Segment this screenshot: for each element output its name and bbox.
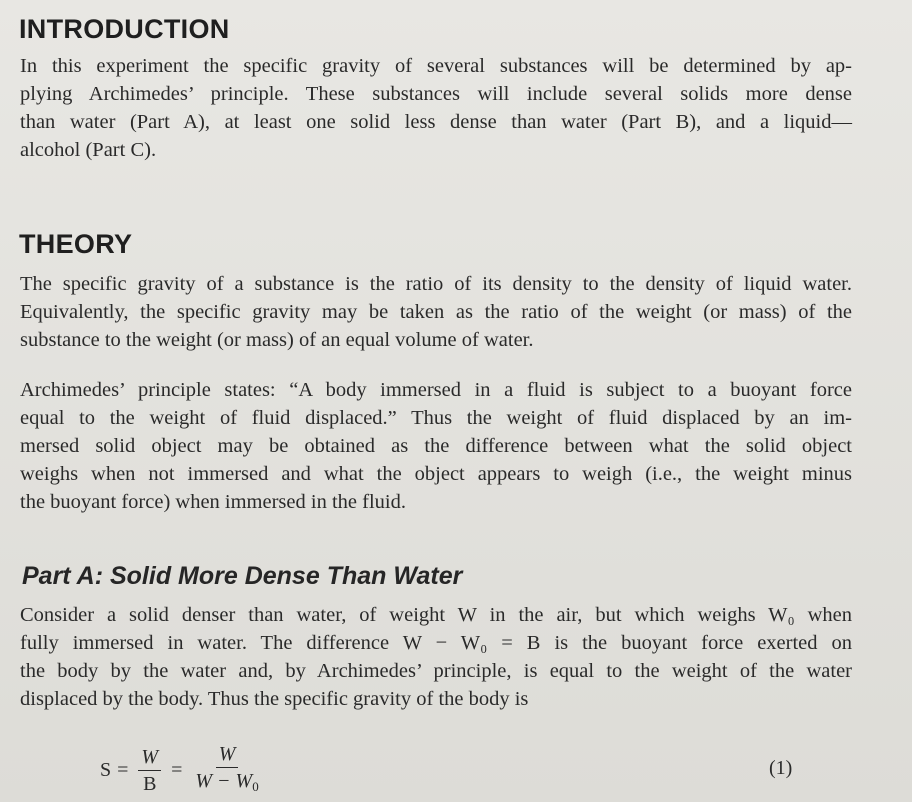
part-a-heading: Part A: Solid More Dense Than Water [22,562,463,590]
paragraph-line: fully immersed in water. The difference W − W₀ = B is the buoyant force exerted on [20,632,852,654]
paragraph-line: substance to the weight (or mass) of an equal volume of water. [20,329,534,351]
theory-heading: THEORY [19,229,133,259]
equals-sign: = [117,758,129,781]
equation-number: (1) [769,757,793,779]
paragraph-line: the buoyant force) when immersed in the fluid. [20,491,406,513]
paragraph-line: Equivalently, the specific gravity may be taken as the ratio of the weight (or mass) of the [20,301,852,323]
fraction-numerator: W [138,745,161,771]
paragraph-line: displaced by the body. Thus the specific gravity of the body is [20,688,529,710]
part-a-paragraph [20,601,852,713]
paragraph-line: In this experiment the specific gravity of several substances will be determined by ap- [20,55,852,77]
theory-paragraph-1 [20,270,852,354]
paragraph-line: weighs when not immersed and what the object appears to weigh (i.e., the weight minus [20,463,852,485]
fraction-denominator: B [143,772,157,795]
paragraph-line: mersed solid object may be obtained as the difference between what the solid object [20,435,852,457]
paragraph-line: Archimedes’ principle states: “A body immersed in a fluid is subject to a buoyant force [20,379,852,401]
paragraph-line: the body by the water and, by Archimedes’ principle, is equal to the weight of the water [20,660,852,682]
specific-gravity-equation [100,740,266,800]
paragraph-line: alcohol (Part C). [20,139,157,161]
denominator-subscript: 0 [252,778,259,794]
paragraph-line: plying Archimedes’ principle. These substances will include several solids more dense [20,83,852,105]
fraction-w-over-b [138,745,161,796]
introduction-heading: INTRODUCTION [19,14,230,44]
fraction-denominator [192,768,261,799]
denominator-main: W − W [195,769,253,792]
paragraph-line: Consider a solid denser than water, of weight W in the air, but which weighs W₀ when [20,604,852,626]
paragraph-line: The specific gravity of a substance is the ratio of its density to the density of liquid water. [20,273,852,295]
theory-paragraph-2 [20,376,852,516]
equals-sign: = [171,758,183,781]
equation-lhs: S [100,758,112,781]
paragraph-line: than water (Part A), at least one solid less dense than water (Part B), and a liquid— [20,111,852,133]
fraction-numerator: W [216,742,239,768]
paragraph-line: equal to the weight of fluid displaced.” Thus the weight of fluid displaced by an im- [20,407,852,429]
fraction-w-over-w-minus-w0 [192,742,261,799]
introduction-paragraph [20,52,852,164]
